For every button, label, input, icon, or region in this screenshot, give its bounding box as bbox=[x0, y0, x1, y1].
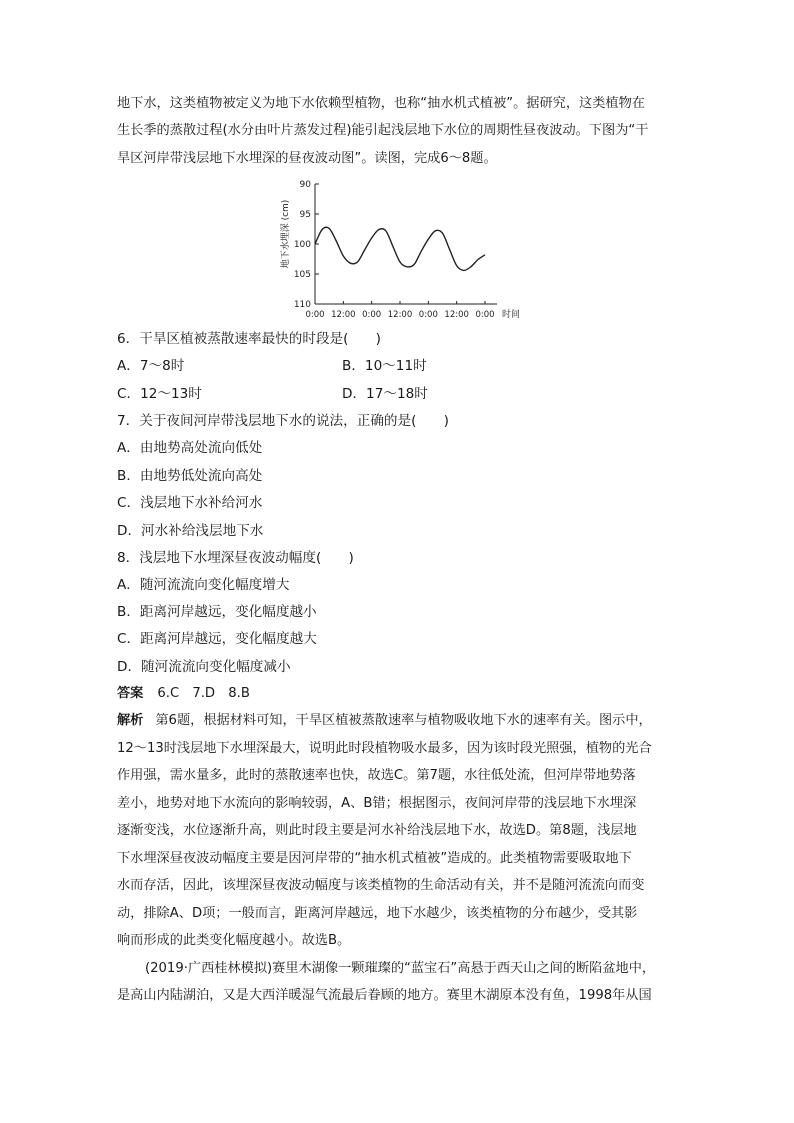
x-tick-label: 0:00 bbox=[305, 310, 325, 320]
question-6-stem: 6．干旱区植被蒸散速率最快的时段是( ) bbox=[117, 331, 381, 347]
question-7-option-b[interactable]: B．由地势低处流向高处 bbox=[117, 468, 263, 484]
analysis-line-7: 水而存活，因此，该埋深昼夜波动幅度与该类植物的生命活动有关，并不是随河流流向而变 bbox=[117, 878, 645, 893]
answer-line bbox=[117, 685, 250, 703]
analysis-line-3: 作用强，需水量多，此时的蒸散速率也快，故选C。第7题，水往低处流，但河岸带地势落 bbox=[117, 768, 636, 783]
question-6-option-a[interactable]: A．7～8时 bbox=[117, 358, 185, 374]
analysis-text-1: 第6题，根据材料可知，干旱区植被蒸散速率与植物吸收地下水的速率有关。图示中， bbox=[155, 713, 652, 728]
answer-label: 答案 bbox=[117, 686, 144, 701]
question-8-option-c[interactable]: C．距离河岸越远，变化幅度越大 bbox=[117, 631, 317, 647]
y-tick-label: 105 bbox=[293, 270, 311, 280]
y-tick-label: 90 bbox=[299, 180, 311, 190]
y-tick-label: 100 bbox=[293, 240, 311, 250]
chart-x-axis-label: 时间 bbox=[502, 310, 520, 320]
question-6-option-b[interactable]: B．10～11时 bbox=[342, 358, 427, 374]
chart-y-axis-label: 地下水埋深 (cm) bbox=[281, 199, 291, 269]
question-7-option-d[interactable]: D．河水补给浅层地下水 bbox=[117, 523, 264, 539]
question-7-option-a[interactable]: A．由地势高处流向低处 bbox=[117, 440, 263, 456]
chart-axes bbox=[315, 184, 497, 304]
x-tick-label: 0:00 bbox=[418, 310, 438, 320]
question-7-option-c[interactable]: C．浅层地下水补给河水 bbox=[117, 495, 263, 511]
question-8-option-a[interactable]: A．随河流流向变化幅度增大 bbox=[117, 577, 290, 593]
question-6-option-c[interactable]: C．12～13时 bbox=[117, 386, 202, 402]
analysis-line-8: 动，排除A、D项；一般而言，距离河岸越远，地下水越少，该类植物的分布越少，受其影 bbox=[117, 906, 638, 921]
question-6-option-d[interactable]: D．17～18时 bbox=[342, 386, 428, 402]
analysis-line-9: 响而形成的此类变化幅度越小。故选B。 bbox=[117, 933, 351, 948]
x-tick-label: 0:00 bbox=[362, 310, 382, 320]
answer-value: 6.C 7.D 8.B bbox=[157, 686, 250, 701]
groundwater-depth-line bbox=[315, 227, 485, 270]
question-8-stem: 8．浅层地下水埋深昼夜波动幅度( ) bbox=[117, 550, 354, 566]
question-8-option-b[interactable]: B．距离河岸越远，变化幅度越小 bbox=[117, 604, 317, 620]
analysis-line-1 bbox=[117, 712, 652, 730]
x-tick-label: 0:00 bbox=[475, 310, 495, 320]
intro-line-1: 地下水，这类植物被定义为地下水依赖型植物，也称“抽水机式植被”。据研究，这类植物在 bbox=[117, 96, 645, 111]
x-tick-label: 12:00 bbox=[331, 310, 356, 320]
analysis-line-6: 下水埋深昼夜波动幅度主要是因河岸带的“抽水机式植被”造成的。此类植物需要吸取地下 bbox=[117, 851, 632, 866]
analysis-line-2: 12～13时浅层地下水埋深最大，说明此时段植物吸水最多，因为该时段光照强，植物的光合 bbox=[117, 741, 652, 756]
intro-line-2: 生长季的蒸散过程(水分由叶片蒸发过程)能引起浅层地下水位的周期性昼夜波动。下图为“干 bbox=[117, 123, 649, 138]
y-tick-label: 95 bbox=[299, 210, 311, 220]
question-8-option-d[interactable]: D．随河流流向变化幅度减小 bbox=[117, 659, 291, 675]
question-7-stem: 7．关于夜间河岸带浅层地下水的说法，正确的是( ) bbox=[117, 413, 449, 429]
x-tick-label: 12:00 bbox=[444, 310, 469, 320]
next-material-line-2: 是高山内陆湖泊，又是大西洋暖湿气流最后眷顾的地方。赛里木湖原本没有鱼，1998年从国 bbox=[117, 988, 652, 1003]
analysis-line-4: 差小，地势对地下水流向的影响较弱，A、B错；根据图示，夜间河岸带的浅层地下水埋深 bbox=[117, 796, 637, 811]
y-tick-label: 110 bbox=[293, 300, 311, 310]
analysis-line-5: 逐渐变浅，水位逐渐升高，则此时段主要是河水补给浅层地下水，故选D。第8题，浅层地 bbox=[117, 823, 637, 838]
x-tick-label: 12:00 bbox=[387, 310, 413, 320]
intro-line-3: 旱区河岸带浅层地下水埋深的昼夜波动图”。读图，完成6～8题。 bbox=[117, 151, 497, 166]
next-material-line-1: (2019·广西桂林模拟)赛里木湖像一颗璀璨的“蓝宝石”高悬于西天山之间的断陷盆地中， bbox=[145, 961, 656, 976]
groundwater-depth-chart bbox=[270, 176, 520, 324]
analysis-label: 解析 bbox=[117, 713, 144, 728]
